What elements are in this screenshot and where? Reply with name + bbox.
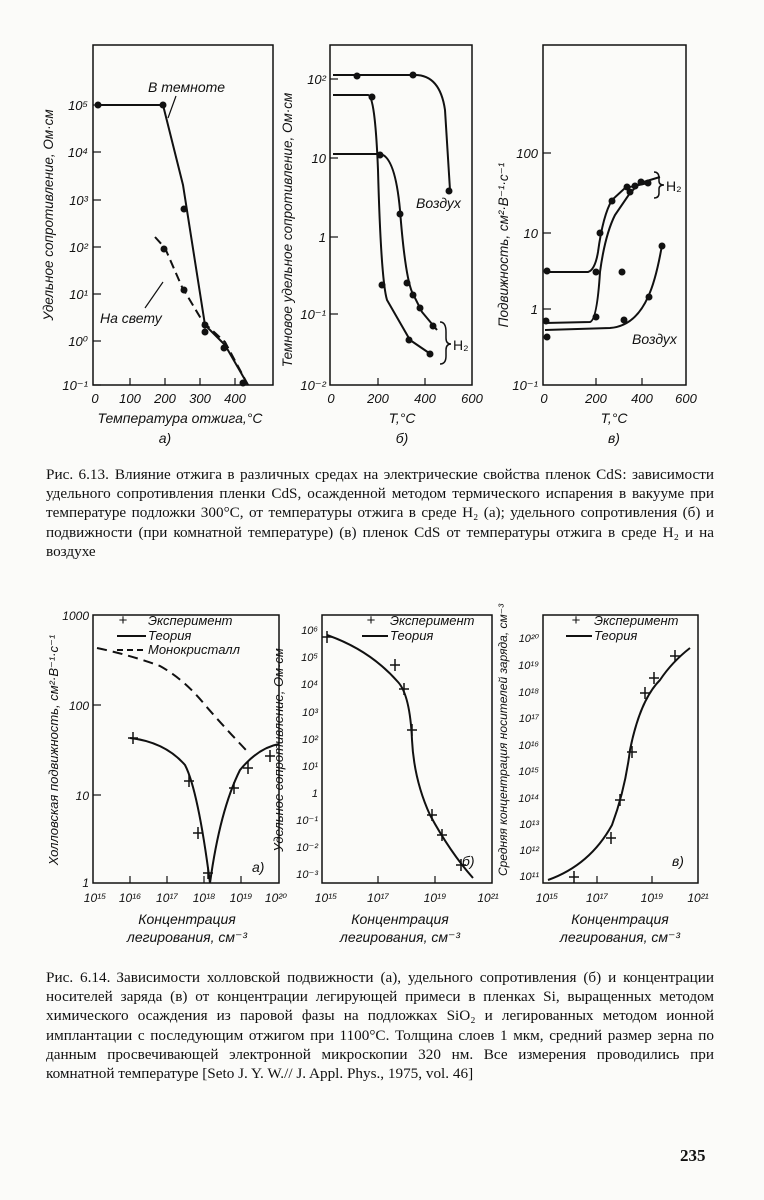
fig13a-point [221, 345, 228, 352]
fig13c-point [638, 179, 645, 186]
fig14a-xlabel-line2: легирования, см⁻³ [126, 929, 248, 945]
figure-6-13-caption [46, 465, 714, 561]
fig13c-panel-label: в) [608, 430, 620, 446]
fig13a-xtick: 400 [224, 391, 246, 406]
figure-6-13-caption-text: Влияние отжига в различных средах на электрические свойства пленок CdS: зависимости удельного сопротивления пленки CdS, осажденной методом термического испарения в вакууме при температуре подложки 300°С, от температуры отжига в среде H₂ (а); удельного сопротивления (б) и подвижности (при комнатной температуре) (в) пленок CdS от температуры отжига в среде H₂ и на воздухе [46, 466, 714, 560]
fig14c-ytick: 10²⁰ [518, 633, 539, 645]
fig14b-legend-plus: + [366, 612, 376, 629]
figure-6-13-caption-prefix: Рис. 6.13. [46, 466, 109, 483]
figure-6-14-caption-prefix: Рис. 6.14. [46, 969, 111, 986]
fig14c-ytick: 10¹⁵ [518, 766, 539, 778]
fig13c-point [597, 230, 604, 237]
fig14c-xtick: 10¹⁵ [535, 891, 559, 905]
fig13b-h2-brace [440, 322, 451, 364]
fig14b-xlabel-line1: Концентрация [351, 911, 449, 927]
fig14b-xtick: 10¹⁹ [423, 891, 447, 905]
fig13c-h2-brace [654, 172, 664, 198]
fig14a-ylabel: Холловская подвижность, см²·В⁻¹·с⁻¹ [46, 634, 61, 866]
fig14c-ytick: 10¹³ [519, 819, 539, 831]
fig13c-point [593, 314, 600, 321]
fig13c-ylabel: Подвижность, см²·В⁻¹·с⁻¹ [496, 162, 511, 328]
fig14c-legend [566, 612, 679, 643]
fig13b-point [404, 280, 411, 287]
fig14a-experiment-points [128, 732, 275, 879]
fig14c-ytick: 10¹⁹ [518, 660, 539, 672]
fig13a-ytick: 10³ [69, 193, 88, 208]
fig13a-light-curve [155, 237, 248, 385]
fig14-panel-b [271, 612, 499, 945]
fig13b-xtick: 600 [461, 391, 483, 406]
fig13a-point [181, 287, 188, 294]
figure-6-14-caption-text: Зависимости холловской подвижности (а), удельного сопротивления (б) и концентрации носителей заряда (в) от концентрации легирующей примеси в пленках Si, выращенных методом химического осаждения из паровой фазы на подложках SiO₂ и легированных методом ионной имплантации с последующим отжигом при 1100°С. Толщина слоев 1 мкм, средний размер зерна по данным просвечивающей электронной микроскопии 320 нм. Все измерения проводились при комнатной температуре [Seto J. Y. W.// J. Appl. Phys., 1975, vol. 46] [46, 969, 714, 1083]
fig14b-ylabel: Удельное сопротивление, Ом·см [271, 648, 286, 852]
fig14a-xtick: 10²⁰ [264, 891, 288, 905]
fig14c-ytick: 10¹⁷ [518, 713, 539, 725]
fig13c-xtick: 200 [585, 391, 607, 406]
fig14c-ytick: 10¹⁴ [518, 793, 539, 805]
fig13b-air-curve [333, 75, 450, 190]
fig13c-point [646, 294, 653, 301]
fig13a-annotation-light: На свету [100, 310, 162, 326]
fig14c-xtick: 10²¹ [687, 891, 709, 905]
fig14c-ytick: 10¹⁶ [518, 740, 539, 752]
fig14c-ytick: 10¹² [519, 845, 539, 857]
fig13c-air-curve [545, 245, 662, 330]
fig13b-ytick: 10⁻² [300, 378, 326, 393]
fig13b-xtick: 0 [327, 391, 335, 406]
fig13a-point [202, 322, 209, 329]
fig14c-ytick: 10¹⁸ [518, 687, 539, 699]
fig14c-theory-curve [548, 648, 690, 880]
fig13a-ytick: 10⁰ [68, 334, 88, 349]
fig13a-point [181, 206, 188, 213]
fig14a-legend-experiment: Эксперимент [148, 613, 233, 628]
fig13a-annotation-dark: В темноте [148, 79, 226, 95]
fig13c-xlabel: T,°С [600, 410, 628, 426]
fig14a-ytick: 1 [82, 876, 89, 890]
fig13b-ylabel: Темновое удельное сопротивление, Ом·см [280, 92, 295, 368]
fig13b-point [430, 323, 437, 330]
fig13b-point [410, 292, 417, 299]
fig13b-xlabel: T,°С [388, 410, 416, 426]
fig13b-point [397, 211, 404, 218]
fig13c-point [632, 183, 639, 190]
fig13-panel-a [41, 45, 273, 446]
fig13c-h2-curve-2 [545, 177, 660, 323]
fig13c-point [659, 243, 666, 250]
fig14a-legend-theory: Теория [148, 628, 192, 643]
fig13a-point [161, 246, 168, 253]
figure-6-13 [0, 0, 764, 460]
figure-6-14-caption [46, 968, 714, 1083]
fig13c-ytick: 10⁻¹ [512, 378, 538, 393]
fig14b-ytick: 10⁶ [301, 625, 318, 637]
fig14c-legend-plus: + [571, 612, 581, 629]
fig13c-point [619, 269, 626, 276]
fig14c-xtick: 10¹⁷ [586, 891, 608, 905]
fig13a-point [160, 102, 167, 109]
fig13c-point [544, 268, 551, 275]
fig13a-ytick: 10⁵ [68, 98, 88, 113]
fig13a-ytick: 10⁴ [67, 145, 88, 160]
fig13c-point [621, 317, 628, 324]
figure-6-14 [0, 590, 764, 970]
fig13c-ytick: 10 [523, 226, 538, 241]
fig13c-point [593, 269, 600, 276]
fig13b-ytick: 1 [318, 230, 326, 245]
fig14a-xtick: 10¹⁹ [229, 891, 253, 905]
fig14b-xtick: 10¹⁵ [314, 891, 338, 905]
fig13b-h2-curve-1 [333, 95, 432, 355]
fig14b-legend-theory: Теория [390, 628, 434, 643]
fig13b-xtick: 200 [367, 391, 389, 406]
fig13a-frame [93, 45, 273, 385]
fig13b-point [446, 188, 453, 195]
fig13b-point [417, 305, 424, 312]
fig14a-legend [117, 612, 241, 657]
fig14a-ytick: 100 [68, 699, 89, 713]
fig13c-point [609, 198, 616, 205]
fig14c-legend-theory: Теория [594, 628, 638, 643]
fig14b-xtick: 10²¹ [477, 891, 499, 905]
fig13c-xtick: 400 [631, 391, 653, 406]
fig14a-xtick: 10¹⁷ [156, 891, 178, 905]
fig14b-theory-curve [327, 635, 473, 878]
fig13b-xtick: 400 [414, 391, 436, 406]
fig14b-ytick: 10⁻² [296, 842, 318, 854]
fig13a-ytick: 10² [69, 240, 88, 255]
fig13b-panel-label: б) [395, 430, 409, 446]
fig13c-h2-curve-1 [545, 183, 648, 272]
fig13a-xlabel: Температура отжига,°С [97, 410, 263, 426]
fig14b-ytick: 10⁴ [301, 679, 318, 691]
fig13b-point [377, 152, 384, 159]
fig13a-xtick: 200 [154, 391, 176, 406]
fig13c-xtick: 600 [675, 391, 697, 406]
fig14c-ytick: 10¹¹ [519, 871, 539, 883]
fig13a-point [240, 380, 247, 387]
fig14c-panel-label: в) [672, 853, 684, 869]
fig13b-point [354, 73, 361, 80]
fig14b-ytick: 10⁻¹ [296, 815, 318, 827]
fig14b-ytick: 10⁻³ [296, 869, 318, 881]
fig13c-xtick: 0 [540, 391, 548, 406]
fig13b-annotation-air: Воздух [416, 195, 461, 211]
fig13-panel-c [496, 45, 698, 446]
fig13b-point [427, 351, 434, 358]
fig13a-ytick: 10¹ [69, 287, 88, 302]
fig14c-legend-experiment: Эксперимент [594, 613, 679, 628]
fig13a-xtick: 300 [189, 391, 211, 406]
fig13c-point [543, 318, 550, 325]
fig13c-point [627, 189, 634, 196]
fig14c-ylabel: Средняя концентрация носителей заряда, см⁻³ [496, 603, 510, 877]
fig13c-point [544, 334, 551, 341]
fig14a-xtick: 10¹⁸ [192, 891, 216, 905]
fig14-panel-a [46, 609, 287, 945]
fig14a-legend-crystal: Монокристалл [148, 642, 240, 657]
fig14b-ytick: 10² [302, 734, 318, 746]
fig14c-xtick: 10¹⁹ [640, 891, 664, 905]
fig13b-point [410, 72, 417, 79]
fig14a-xtick: 10¹⁵ [83, 891, 107, 905]
fig13c-point [645, 180, 652, 187]
fig13c-annotation-h2: H₂ [666, 178, 682, 194]
fig14b-ytick: 10¹ [302, 761, 318, 773]
fig14b-experiment-points [322, 631, 466, 871]
fig14c-xlabel-line2: легирования, см⁻³ [559, 929, 681, 945]
fig13b-point [379, 282, 386, 289]
fig13a-point [95, 102, 102, 109]
fig14a-legend-plus: + [118, 612, 128, 629]
fig14b-ytick: 1 [311, 788, 318, 800]
fig14b-xlabel-line2: легирования, см⁻³ [339, 929, 461, 945]
fig13b-point [369, 94, 376, 101]
fig13a-ylabel: Удельное сопротивление, Ом·см [41, 109, 56, 321]
fig14a-panel-label: а) [252, 859, 265, 875]
fig13c-ytick: 100 [516, 146, 538, 161]
fig13a-panel-label: а) [158, 430, 172, 446]
fig13b-ytick: 10 [311, 151, 326, 166]
fig14b-frame [322, 615, 492, 883]
fig14b-panel-label: б) [462, 853, 475, 869]
fig13b-point [406, 337, 413, 344]
fig13a-xtick: 100 [119, 391, 141, 406]
fig13b-h2-curve-2 [333, 154, 437, 330]
fig14a-crystal-curve [97, 648, 246, 750]
fig13b-ytick: 10² [307, 72, 326, 87]
fig14c-xlabel-line1: Концентрация [571, 911, 669, 927]
fig13-panel-b [280, 45, 484, 446]
fig14b-ytick: 10³ [302, 707, 318, 719]
fig14b-legend [362, 612, 475, 643]
fig14a-xtick: 10¹⁶ [118, 891, 142, 905]
page-number: 235 [680, 1146, 706, 1165]
fig14b-ytick: 10⁵ [301, 652, 318, 664]
fig13c-ytick: 1 [530, 302, 538, 317]
fig14a-ytick: 1000 [62, 609, 89, 623]
fig13c-annotation-air: Воздух [632, 331, 677, 347]
fig14b-legend-experiment: Эксперимент [390, 613, 475, 628]
fig13a-xtick: 0 [91, 391, 99, 406]
fig13b-annotation-h2: H₂ [453, 337, 469, 353]
fig13b-ytick: 10⁻¹ [300, 307, 326, 322]
fig13a-point [202, 329, 209, 336]
fig13a-ytick: 10⁻¹ [62, 378, 88, 393]
fig14a-ytick: 10 [75, 789, 89, 803]
fig14b-xtick: 10¹⁷ [367, 891, 389, 905]
fig14a-xlabel-line1: Концентрация [138, 911, 236, 927]
fig14c-experiment-points [569, 650, 680, 883]
fig14-panel-c [496, 603, 709, 945]
